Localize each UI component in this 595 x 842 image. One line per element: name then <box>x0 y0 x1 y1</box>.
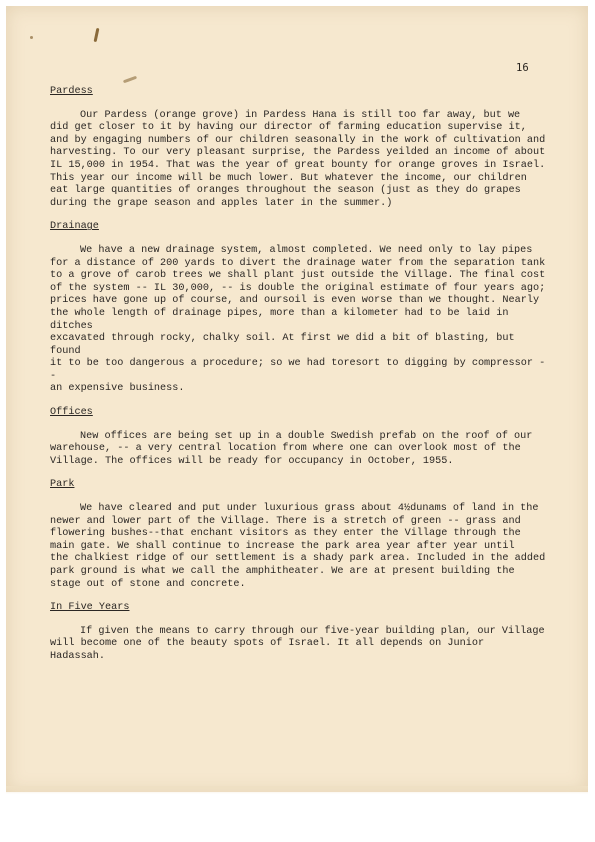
section-heading: Pardess <box>50 86 93 97</box>
page-number: 16 <box>516 62 529 74</box>
ink-mark <box>30 36 33 39</box>
section-offices <box>50 407 550 468</box>
section-heading: Park <box>50 479 75 491</box>
paper-shadow <box>6 786 588 794</box>
section-park <box>50 479 550 591</box>
section-drainage <box>50 221 550 396</box>
section-paragraph: We have a new drainage system, almost completed. We need only to lay pipes for a distance of 200 yards to divert the drainage water from the separation tank to a grove of carob trees we shall plant just outside the Village. The final cost of the system -- IL 30,000, -- is double the original estimate of four years ago; prices have gone up of course, and oursoil is even worse than we thought. Nearly the whole length of drainage pipes, more than a kilometer had to be laid in ditches excavated through rocky, chalky soil. At first we did a bit of blasting, but found it to be too dangerous a procedure; so we had toresort to digging by compressor -- an expensive business. <box>50 244 546 395</box>
document-body <box>50 86 550 675</box>
section-paragraph: New offices are being set up in a double Swedish prefab on the roof of our warehouse, -- a very central location from where one can overlook most of the Village. The offices will be ready for occupancy in October, 1955. <box>50 430 533 467</box>
section-pardess <box>50 86 550 210</box>
section-paragraph: If given the means to carry through our five-year building plan, our Village will become one of the beauty spots of Israel. It all depends on Junior Hadassah. <box>50 625 545 662</box>
section-heading: Offices <box>50 407 93 419</box>
section-paragraph: We have cleared and put under luxurious grass about 4½dunams of land in the newer and lower part of the Village. There is a stretch of green -- grass and flowering bushes--that enchant visitors as they enter the Village through the main gate. We shall continue to increase the park area year after year until the chalkiest ridge of our settlement is a shady park area. Included in the added park ground is what we call the amphitheater. We are at present building the stage out of stone and concrete. <box>50 503 546 590</box>
section-in-five-years <box>50 602 550 663</box>
section-paragraph: Our Pardess (orange grove) in Pardess Hana is still too far away, but we did get closer to it by having our director of farming education supervise it, and by engaging numbers of our children seasonally in the work of cultivation and harvesting. To our very pleasant surprise, the Pardess yeilded an income of about IL 15,000 in 1954. That was the year of great bounty for orange groves in Israel. This year our income will be much lower. But whatever the income, our children eat large quantities of oranges throughout the season (just as they do grapes during the grape season and apples later in the summer.) <box>50 109 546 209</box>
section-heading: In Five Years <box>50 602 130 614</box>
section-heading: Drainage <box>50 221 99 233</box>
